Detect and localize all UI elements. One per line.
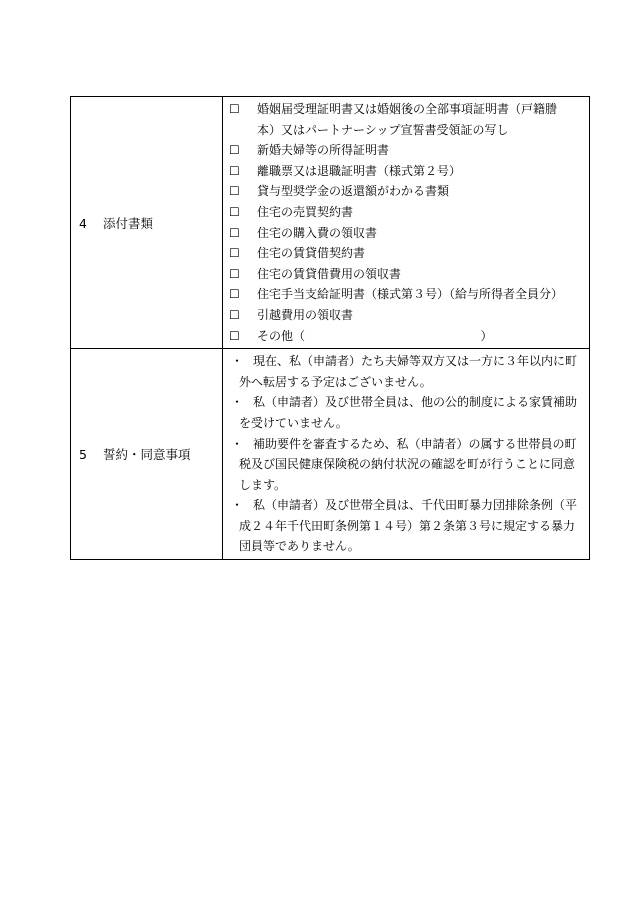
attachment-item [229,120,585,141]
checkbox-icon[interactable]: ☐ [229,184,240,199]
attachment-item [229,161,585,182]
pledge-label [71,349,223,560]
attachment-item-text: その他（ ） [257,328,493,343]
pledge-statement-text: 私（申請者）及び世帯全員は、他の公的制度による家賃補助を受けていません。 [239,395,578,430]
bullet-icon: ・ [231,498,244,513]
pledge-statement-text: 補助要件を審査するため、私（申請者）の属する世帯員の町税及び国民健康保険税の納付状況の確認を町が行うことに同意します。 [239,436,577,492]
attachment-item [229,202,585,223]
attachment-item-text: 貸与型奨学金の返還額がわかる書類 [257,184,450,199]
attachment-item [229,243,585,264]
attachment-item-text: 住宅の賃貸借契約書 [257,246,366,261]
attachment-item [229,284,585,305]
section-title: 添付書類 [103,215,154,231]
checkbox-icon[interactable]: ☐ [229,102,240,116]
attachment-item-text: 住宅手当支給証明書（様式第３号）（給与所得者全員分） [257,287,564,302]
attachment-item [229,264,585,285]
pledge-statement [229,495,585,557]
attachment-item [229,326,585,347]
checkbox-icon[interactable]: ☐ [229,328,240,343]
attachment-item-text: 住宅の売買契約書 [257,204,354,219]
checkbox-icon[interactable]: ☐ [229,307,240,322]
checkbox-icon[interactable]: ☐ [229,266,240,281]
attachment-item-text: 住宅の購入費の領収書 [257,225,378,240]
checkbox-icon[interactable]: ☐ [229,204,240,219]
attachment-item-text: 本）又はパートナーシップ宣誓書受領証の写し [257,122,509,137]
attachments-list [223,97,590,349]
attachment-item [229,140,585,161]
pledge-statement-text: 私（申請者）及び世帯全員は、千代田町暴力団排除条例（平成２４年千代田町条例第１４号）第２条第３号に規定する暴力団員等でありません。 [239,498,578,554]
attachment-item [229,223,585,244]
checkbox-icon[interactable]: ☐ [229,246,240,261]
attachment-item-text: 離職票又は退職証明書（様式第２号） [257,163,462,178]
checkbox-icon[interactable]: ☐ [229,163,240,178]
checkbox-icon[interactable]: ☐ [229,287,240,302]
checkbox-icon[interactable]: ☐ [229,225,240,240]
pledge-statement [229,434,585,496]
attachments-row [71,97,590,349]
attachment-item [229,181,585,202]
attachment-item-text: 住宅の賃貸借費用の領収書 [257,266,402,281]
application-form-table [70,96,590,560]
attachment-item [229,305,585,326]
section-number: 4 [79,215,87,231]
pledge-statement [229,351,585,392]
bullet-icon: ・ [231,354,244,369]
pledge-row [71,349,590,560]
pledge-statement-text: 現在、私（申請者）たち夫婦等双方又は一方に３年以内に町外へ転居する予定はございません。 [239,354,578,389]
pledge-list [223,349,590,560]
pledge-statement [229,392,585,433]
attachment-item-text: 婚姻届受理証明書又は婚姻後の全部事項証明書（戸籍謄 [257,102,558,116]
attachments-label [71,97,223,349]
section-title: 誓約・同意事項 [103,447,191,463]
attachment-item-text: 引越費用の領収書 [257,307,354,322]
section-number: 5 [79,447,87,463]
attachment-item-text: 新婚夫婦等の所得証明書 [257,143,390,158]
bullet-icon: ・ [231,395,244,410]
checkbox-icon[interactable]: ☐ [229,143,240,158]
bullet-icon: ・ [231,436,244,451]
attachment-item [229,99,585,120]
